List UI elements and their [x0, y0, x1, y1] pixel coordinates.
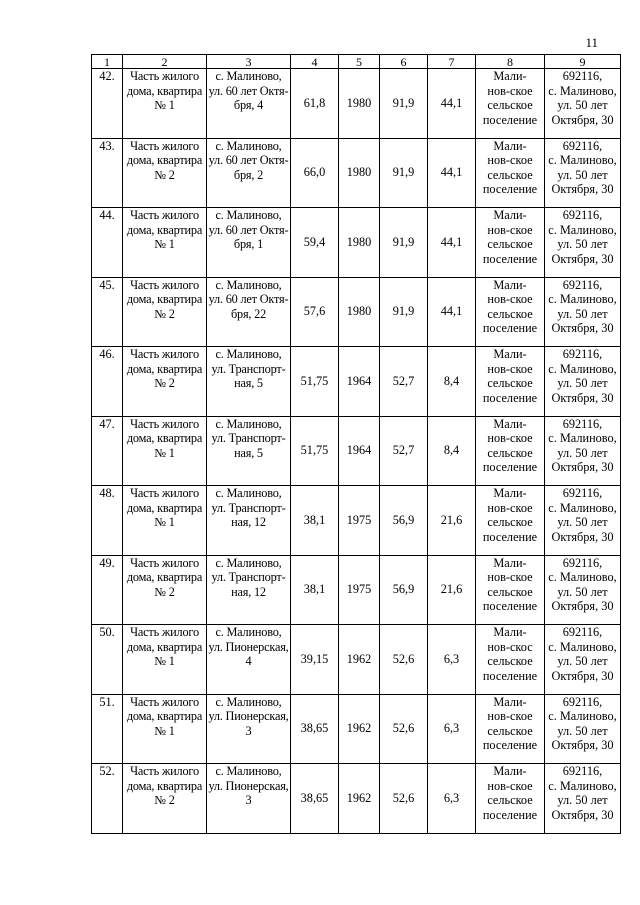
- column-number-2: 2: [123, 55, 207, 69]
- owner-line: поселение: [482, 460, 538, 475]
- owner-address-line: Октября, 30: [551, 251, 614, 266]
- owner-line: поселение: [482, 599, 538, 614]
- year-cell: 1964: [339, 416, 380, 486]
- object-name-line: № 1: [154, 654, 175, 669]
- owner-address-line: 692116,: [562, 208, 603, 222]
- owner-line: сельское: [487, 445, 533, 460]
- object-name-cell: [123, 694, 207, 764]
- owner-cell: [476, 277, 545, 347]
- object-address-line: с. Малиново,: [215, 764, 282, 778]
- owner-address-line: 692116,: [562, 138, 603, 153]
- object-name-line: дома, квартира: [126, 153, 203, 168]
- object-name-line: № 2: [154, 167, 175, 182]
- owner-line: Мали-: [493, 486, 527, 500]
- object-address-line: ул. 60 лет Октя-: [208, 153, 289, 168]
- column-number-8: 8: [476, 55, 545, 69]
- row-number-cell: 42.: [92, 69, 123, 139]
- owner-address-cell: [545, 347, 621, 417]
- area-cell: 39,15: [291, 625, 339, 695]
- object-name-cell: [123, 764, 207, 834]
- owner-cell: [476, 416, 545, 486]
- object-name-line: Часть жилого: [130, 277, 199, 292]
- owner-line: сельское: [487, 306, 533, 321]
- owner-line: Мали-: [493, 138, 527, 153]
- owner-address-line: с. Малиново,: [548, 83, 617, 98]
- owner-line: Мали-: [493, 555, 527, 570]
- owner-line: поселение: [482, 668, 538, 683]
- area-cell: 51,75: [291, 347, 339, 417]
- owner-cell: [476, 555, 545, 625]
- object-address-line: ул. Пионерская,: [208, 778, 289, 793]
- object-name-line: № 1: [154, 723, 175, 738]
- object-address-line: ул. Транспорт-: [211, 570, 286, 585]
- year-cell: 1980: [339, 138, 380, 208]
- object-name-line: Часть жилого: [130, 555, 199, 570]
- owner-line: поселение: [482, 321, 538, 336]
- owner-address-cell: [545, 555, 621, 625]
- object-address-cell: [207, 69, 291, 139]
- object-name-line: дома, квартира: [126, 292, 203, 307]
- object-name-cell: [123, 347, 207, 417]
- owner-address-line: ул. 50 лет: [557, 445, 608, 460]
- table-row: [92, 625, 621, 695]
- row-number-cell: 52.: [92, 764, 123, 834]
- column-number-9: 9: [545, 55, 621, 69]
- row-number-cell: 50.: [92, 625, 123, 695]
- object-name-line: № 1: [154, 237, 175, 252]
- owner-address-line: ул. 50 лет: [557, 306, 608, 321]
- owner-cell: [476, 486, 545, 556]
- table-row: [92, 69, 621, 139]
- owner-address-line: 692116,: [562, 69, 603, 83]
- owner-address-line: ул. 50 лет: [557, 515, 608, 530]
- table-row: [92, 416, 621, 486]
- value-6-cell: 91,9: [380, 277, 428, 347]
- owner-address-line: Октября, 30: [551, 668, 614, 683]
- owner-line: поселение: [482, 390, 538, 405]
- owner-address-line: Октября, 30: [551, 390, 614, 405]
- owner-address-line: 692116,: [562, 347, 603, 361]
- object-name-line: дома, квартира: [126, 709, 203, 724]
- owner-line: нов-скос: [487, 639, 533, 654]
- value-6-cell: 52,7: [380, 416, 428, 486]
- table-row: [92, 486, 621, 556]
- object-name-line: № 1: [154, 98, 175, 113]
- object-address-line: с. Малиново,: [215, 555, 282, 570]
- owner-cell: [476, 625, 545, 695]
- value-6-cell: 52,6: [380, 625, 428, 695]
- object-name-cell: [123, 277, 207, 347]
- object-address-line: 3: [245, 723, 252, 738]
- object-address-cell: [207, 416, 291, 486]
- owner-line: Мали-: [493, 347, 527, 361]
- owner-line: сельское: [487, 515, 533, 530]
- value-7-cell: 44,1: [428, 277, 476, 347]
- object-address-line: бря, 2: [233, 167, 264, 182]
- owner-address-line: 692116,: [562, 694, 603, 709]
- object-address-line: ул. Пионерская,: [208, 709, 289, 724]
- area-cell: 38,1: [291, 555, 339, 625]
- owner-line: Мали-: [493, 625, 527, 639]
- owner-address-line: Октября, 30: [551, 738, 614, 753]
- row-number-cell: 46.: [92, 347, 123, 417]
- object-name-cell: [123, 416, 207, 486]
- object-address-cell: [207, 764, 291, 834]
- owner-line: сельское: [487, 98, 533, 113]
- area-cell: 38,65: [291, 764, 339, 834]
- owner-line: сельское: [487, 723, 533, 738]
- owner-address-line: Октября, 30: [551, 807, 614, 822]
- area-cell: 38,65: [291, 694, 339, 764]
- value-7-cell: 21,6: [428, 486, 476, 556]
- owner-address-line: ул. 50 лет: [557, 376, 608, 391]
- object-name-line: дома, квартира: [126, 222, 203, 237]
- object-name-line: Часть жилого: [130, 764, 199, 778]
- owner-cell: [476, 138, 545, 208]
- year-cell: 1962: [339, 625, 380, 695]
- owner-line: сельское: [487, 167, 533, 182]
- table-body: [92, 69, 621, 834]
- year-cell: 1980: [339, 69, 380, 139]
- object-address-line: ная, 12: [231, 515, 266, 530]
- owner-address-cell: [545, 277, 621, 347]
- object-name-line: дома, квартира: [126, 500, 203, 515]
- owner-line: поселение: [482, 182, 538, 197]
- owner-address-line: 692116,: [562, 555, 603, 570]
- owner-line: сельское: [487, 237, 533, 252]
- column-number-1: 1: [92, 55, 123, 69]
- object-address-line: ул. Транспорт-: [211, 361, 286, 376]
- object-name-line: Часть жилого: [130, 625, 199, 639]
- column-number-5: 5: [339, 55, 380, 69]
- owner-address-cell: [545, 416, 621, 486]
- year-cell: 1964: [339, 347, 380, 417]
- object-name-line: Часть жилого: [130, 208, 199, 222]
- owner-address-line: 692116,: [562, 416, 603, 431]
- object-address-line: с. Малиново,: [215, 416, 282, 431]
- year-cell: 1975: [339, 555, 380, 625]
- owner-address-line: с. Малиново,: [548, 500, 617, 515]
- column-number-6: 6: [380, 55, 428, 69]
- object-address-line: 4: [245, 654, 252, 669]
- object-name-line: дома, квартира: [126, 431, 203, 446]
- owner-address-line: Октября, 30: [551, 599, 614, 614]
- area-cell: 59,4: [291, 208, 339, 278]
- area-cell: 66,0: [291, 138, 339, 208]
- object-address-line: бря, 4: [233, 98, 264, 113]
- object-address-cell: [207, 625, 291, 695]
- object-name-line: Часть жилого: [130, 694, 199, 709]
- owner-address-cell: [545, 694, 621, 764]
- value-6-cell: 91,9: [380, 69, 428, 139]
- table-row: [92, 208, 621, 278]
- object-address-line: ул. 60 лет Октя-: [208, 83, 289, 98]
- table-row: [92, 138, 621, 208]
- object-name-line: № 2: [154, 306, 175, 321]
- object-address-line: с. Малиново,: [215, 347, 282, 361]
- row-number-cell: 48.: [92, 486, 123, 556]
- column-number-3: 3: [207, 55, 291, 69]
- row-number-cell: 45.: [92, 277, 123, 347]
- object-name-line: Часть жилого: [130, 347, 199, 361]
- object-name-line: Часть жилого: [130, 69, 199, 83]
- owner-line: нов-ское: [487, 153, 533, 168]
- owner-address-line: ул. 50 лет: [557, 167, 608, 182]
- value-7-cell: 44,1: [428, 138, 476, 208]
- value-6-cell: 52,6: [380, 694, 428, 764]
- year-cell: 1975: [339, 486, 380, 556]
- owner-address-line: ул. 50 лет: [557, 237, 608, 252]
- owner-address-line: ул. 50 лет: [557, 723, 608, 738]
- object-address-line: ул. Транспорт-: [211, 500, 286, 515]
- year-cell: 1962: [339, 694, 380, 764]
- owner-line: Мали-: [493, 69, 527, 83]
- owner-line: нов-ское: [487, 778, 533, 793]
- owner-address-cell: [545, 486, 621, 556]
- value-7-cell: 21,6: [428, 555, 476, 625]
- owner-line: нов-ское: [487, 500, 533, 515]
- owner-address-cell: [545, 208, 621, 278]
- owner-address-line: Октября, 30: [551, 529, 614, 544]
- year-cell: 1962: [339, 764, 380, 834]
- object-address-line: ул. Транспорт-: [211, 431, 286, 446]
- owner-address-line: с. Малиново,: [548, 778, 617, 793]
- area-cell: 61,8: [291, 69, 339, 139]
- owner-address-line: с. Малиново,: [548, 361, 617, 376]
- row-number-cell: 51.: [92, 694, 123, 764]
- object-name-line: Часть жилого: [130, 138, 199, 153]
- owner-address-line: с. Малиново,: [548, 292, 617, 307]
- object-name-line: Часть жилого: [130, 416, 199, 431]
- property-registry-table: [91, 54, 621, 834]
- object-address-cell: [207, 555, 291, 625]
- table-row: [92, 694, 621, 764]
- object-name-line: дома, квартира: [126, 83, 203, 98]
- owner-cell: [476, 764, 545, 834]
- owner-address-line: с. Малиново,: [548, 570, 617, 585]
- object-address-line: ная, 12: [231, 584, 266, 599]
- object-address-line: с. Малиново,: [215, 138, 282, 153]
- object-address-cell: [207, 138, 291, 208]
- object-address-line: бря, 22: [230, 306, 267, 321]
- owner-line: поселение: [482, 112, 538, 127]
- value-6-cell: 52,6: [380, 764, 428, 834]
- owner-line: сельское: [487, 654, 533, 669]
- area-cell: 57,6: [291, 277, 339, 347]
- owner-address-line: с. Малиново,: [548, 639, 617, 654]
- owner-address-line: с. Малиново,: [548, 431, 617, 446]
- object-name-line: дома, квартира: [126, 639, 203, 654]
- object-address-line: с. Малиново,: [215, 277, 282, 292]
- owner-line: сельское: [487, 376, 533, 391]
- value-6-cell: 56,9: [380, 555, 428, 625]
- table-row: [92, 555, 621, 625]
- area-cell: 38,1: [291, 486, 339, 556]
- value-6-cell: 91,9: [380, 208, 428, 278]
- value-7-cell: 6,3: [428, 625, 476, 695]
- owner-line: поселение: [482, 251, 538, 266]
- row-number-cell: 44.: [92, 208, 123, 278]
- column-number-4: 4: [291, 55, 339, 69]
- owner-address-cell: [545, 764, 621, 834]
- value-7-cell: 8,4: [428, 416, 476, 486]
- object-name-line: дома, квартира: [126, 361, 203, 376]
- object-address-line: с. Малиново,: [215, 208, 282, 222]
- row-number-cell: 43.: [92, 138, 123, 208]
- object-address-line: ул. 60 лет Октя-: [208, 222, 289, 237]
- object-address-cell: [207, 694, 291, 764]
- object-address-cell: [207, 208, 291, 278]
- object-name-line: № 1: [154, 515, 175, 530]
- object-name-cell: [123, 486, 207, 556]
- owner-address-line: 692116,: [562, 625, 603, 639]
- area-cell: 51,75: [291, 416, 339, 486]
- value-6-cell: 52,7: [380, 347, 428, 417]
- value-6-cell: 91,9: [380, 138, 428, 208]
- owner-line: поселение: [482, 807, 538, 822]
- object-name-cell: [123, 625, 207, 695]
- owner-line: нов-ское: [487, 709, 533, 724]
- value-7-cell: 44,1: [428, 208, 476, 278]
- year-cell: 1980: [339, 208, 380, 278]
- value-6-cell: 56,9: [380, 486, 428, 556]
- owner-line: нов-ское: [487, 431, 533, 446]
- owner-address-line: ул. 50 лет: [557, 584, 608, 599]
- value-7-cell: 44,1: [428, 69, 476, 139]
- object-address-line: с. Малиново,: [215, 69, 282, 83]
- value-7-cell: 6,3: [428, 764, 476, 834]
- owner-address-line: с. Малиново,: [548, 153, 617, 168]
- table-row: [92, 764, 621, 834]
- owner-line: Мали-: [493, 277, 527, 292]
- object-name-line: дома, квартира: [126, 778, 203, 793]
- page-number: 11: [585, 35, 598, 50]
- object-address-line: бря, 1: [233, 237, 264, 252]
- owner-line: нов-ское: [487, 361, 533, 376]
- object-name-cell: [123, 138, 207, 208]
- column-number-header-row: [92, 55, 621, 69]
- owner-address-line: Октября, 30: [551, 460, 614, 475]
- object-address-line: с. Малиново,: [215, 625, 282, 639]
- owner-line: поселение: [482, 529, 538, 544]
- table-row: [92, 277, 621, 347]
- owner-address-line: 692116,: [562, 277, 603, 292]
- owner-line: нов-ское: [487, 570, 533, 585]
- owner-address-line: с. Малиново,: [548, 222, 617, 237]
- value-7-cell: 8,4: [428, 347, 476, 417]
- row-number-cell: 49.: [92, 555, 123, 625]
- owner-address-line: Октября, 30: [551, 321, 614, 336]
- object-address-cell: [207, 486, 291, 556]
- owner-line: нов-ское: [487, 292, 533, 307]
- owner-cell: [476, 208, 545, 278]
- owner-cell: [476, 694, 545, 764]
- owner-address-line: Октября, 30: [551, 182, 614, 197]
- object-address-line: с. Малиново,: [215, 486, 282, 500]
- owner-cell: [476, 347, 545, 417]
- owner-address-line: Октября, 30: [551, 112, 614, 127]
- object-name-cell: [123, 69, 207, 139]
- owner-line: Мали-: [493, 764, 527, 778]
- owner-line: нов-ское: [487, 222, 533, 237]
- object-address-cell: [207, 277, 291, 347]
- owner-line: Мали-: [493, 416, 527, 431]
- owner-line: сельское: [487, 584, 533, 599]
- object-name-line: № 1: [154, 445, 175, 460]
- value-7-cell: 6,3: [428, 694, 476, 764]
- row-number-cell: 47.: [92, 416, 123, 486]
- object-name-line: № 2: [154, 793, 175, 808]
- object-name-line: № 2: [154, 584, 175, 599]
- owner-line: поселение: [482, 738, 538, 753]
- object-address-line: ная, 5: [234, 376, 263, 391]
- owner-line: сельское: [487, 793, 533, 808]
- object-address-line: ул. Пионерская,: [208, 639, 289, 654]
- owner-address-line: ул. 50 лет: [557, 793, 608, 808]
- owner-address-cell: [545, 138, 621, 208]
- object-address-cell: [207, 347, 291, 417]
- owner-address-line: 692116,: [562, 486, 603, 500]
- object-name-cell: [123, 555, 207, 625]
- object-name-line: дома, квартира: [126, 570, 203, 585]
- owner-cell: [476, 69, 545, 139]
- object-address-line: ул. 60 лет Октя-: [208, 292, 289, 307]
- owner-line: нов-ское: [487, 83, 533, 98]
- column-number-7: 7: [428, 55, 476, 69]
- owner-address-cell: [545, 625, 621, 695]
- object-address-line: с. Малиново,: [215, 694, 282, 709]
- table-row: [92, 347, 621, 417]
- year-cell: 1980: [339, 277, 380, 347]
- object-address-line: ная, 5: [234, 445, 263, 460]
- owner-address-cell: [545, 69, 621, 139]
- owner-address-line: ул. 50 лет: [557, 654, 608, 669]
- owner-line: Мали-: [493, 694, 527, 709]
- owner-address-line: ул. 50 лет: [557, 98, 608, 113]
- object-name-line: № 2: [154, 376, 175, 391]
- owner-address-line: 692116,: [562, 764, 603, 778]
- owner-line: Мали-: [493, 208, 527, 222]
- object-name-line: Часть жилого: [130, 486, 199, 500]
- owner-address-line: с. Малиново,: [548, 709, 617, 724]
- object-address-line: 3: [245, 793, 252, 808]
- object-name-cell: [123, 208, 207, 278]
